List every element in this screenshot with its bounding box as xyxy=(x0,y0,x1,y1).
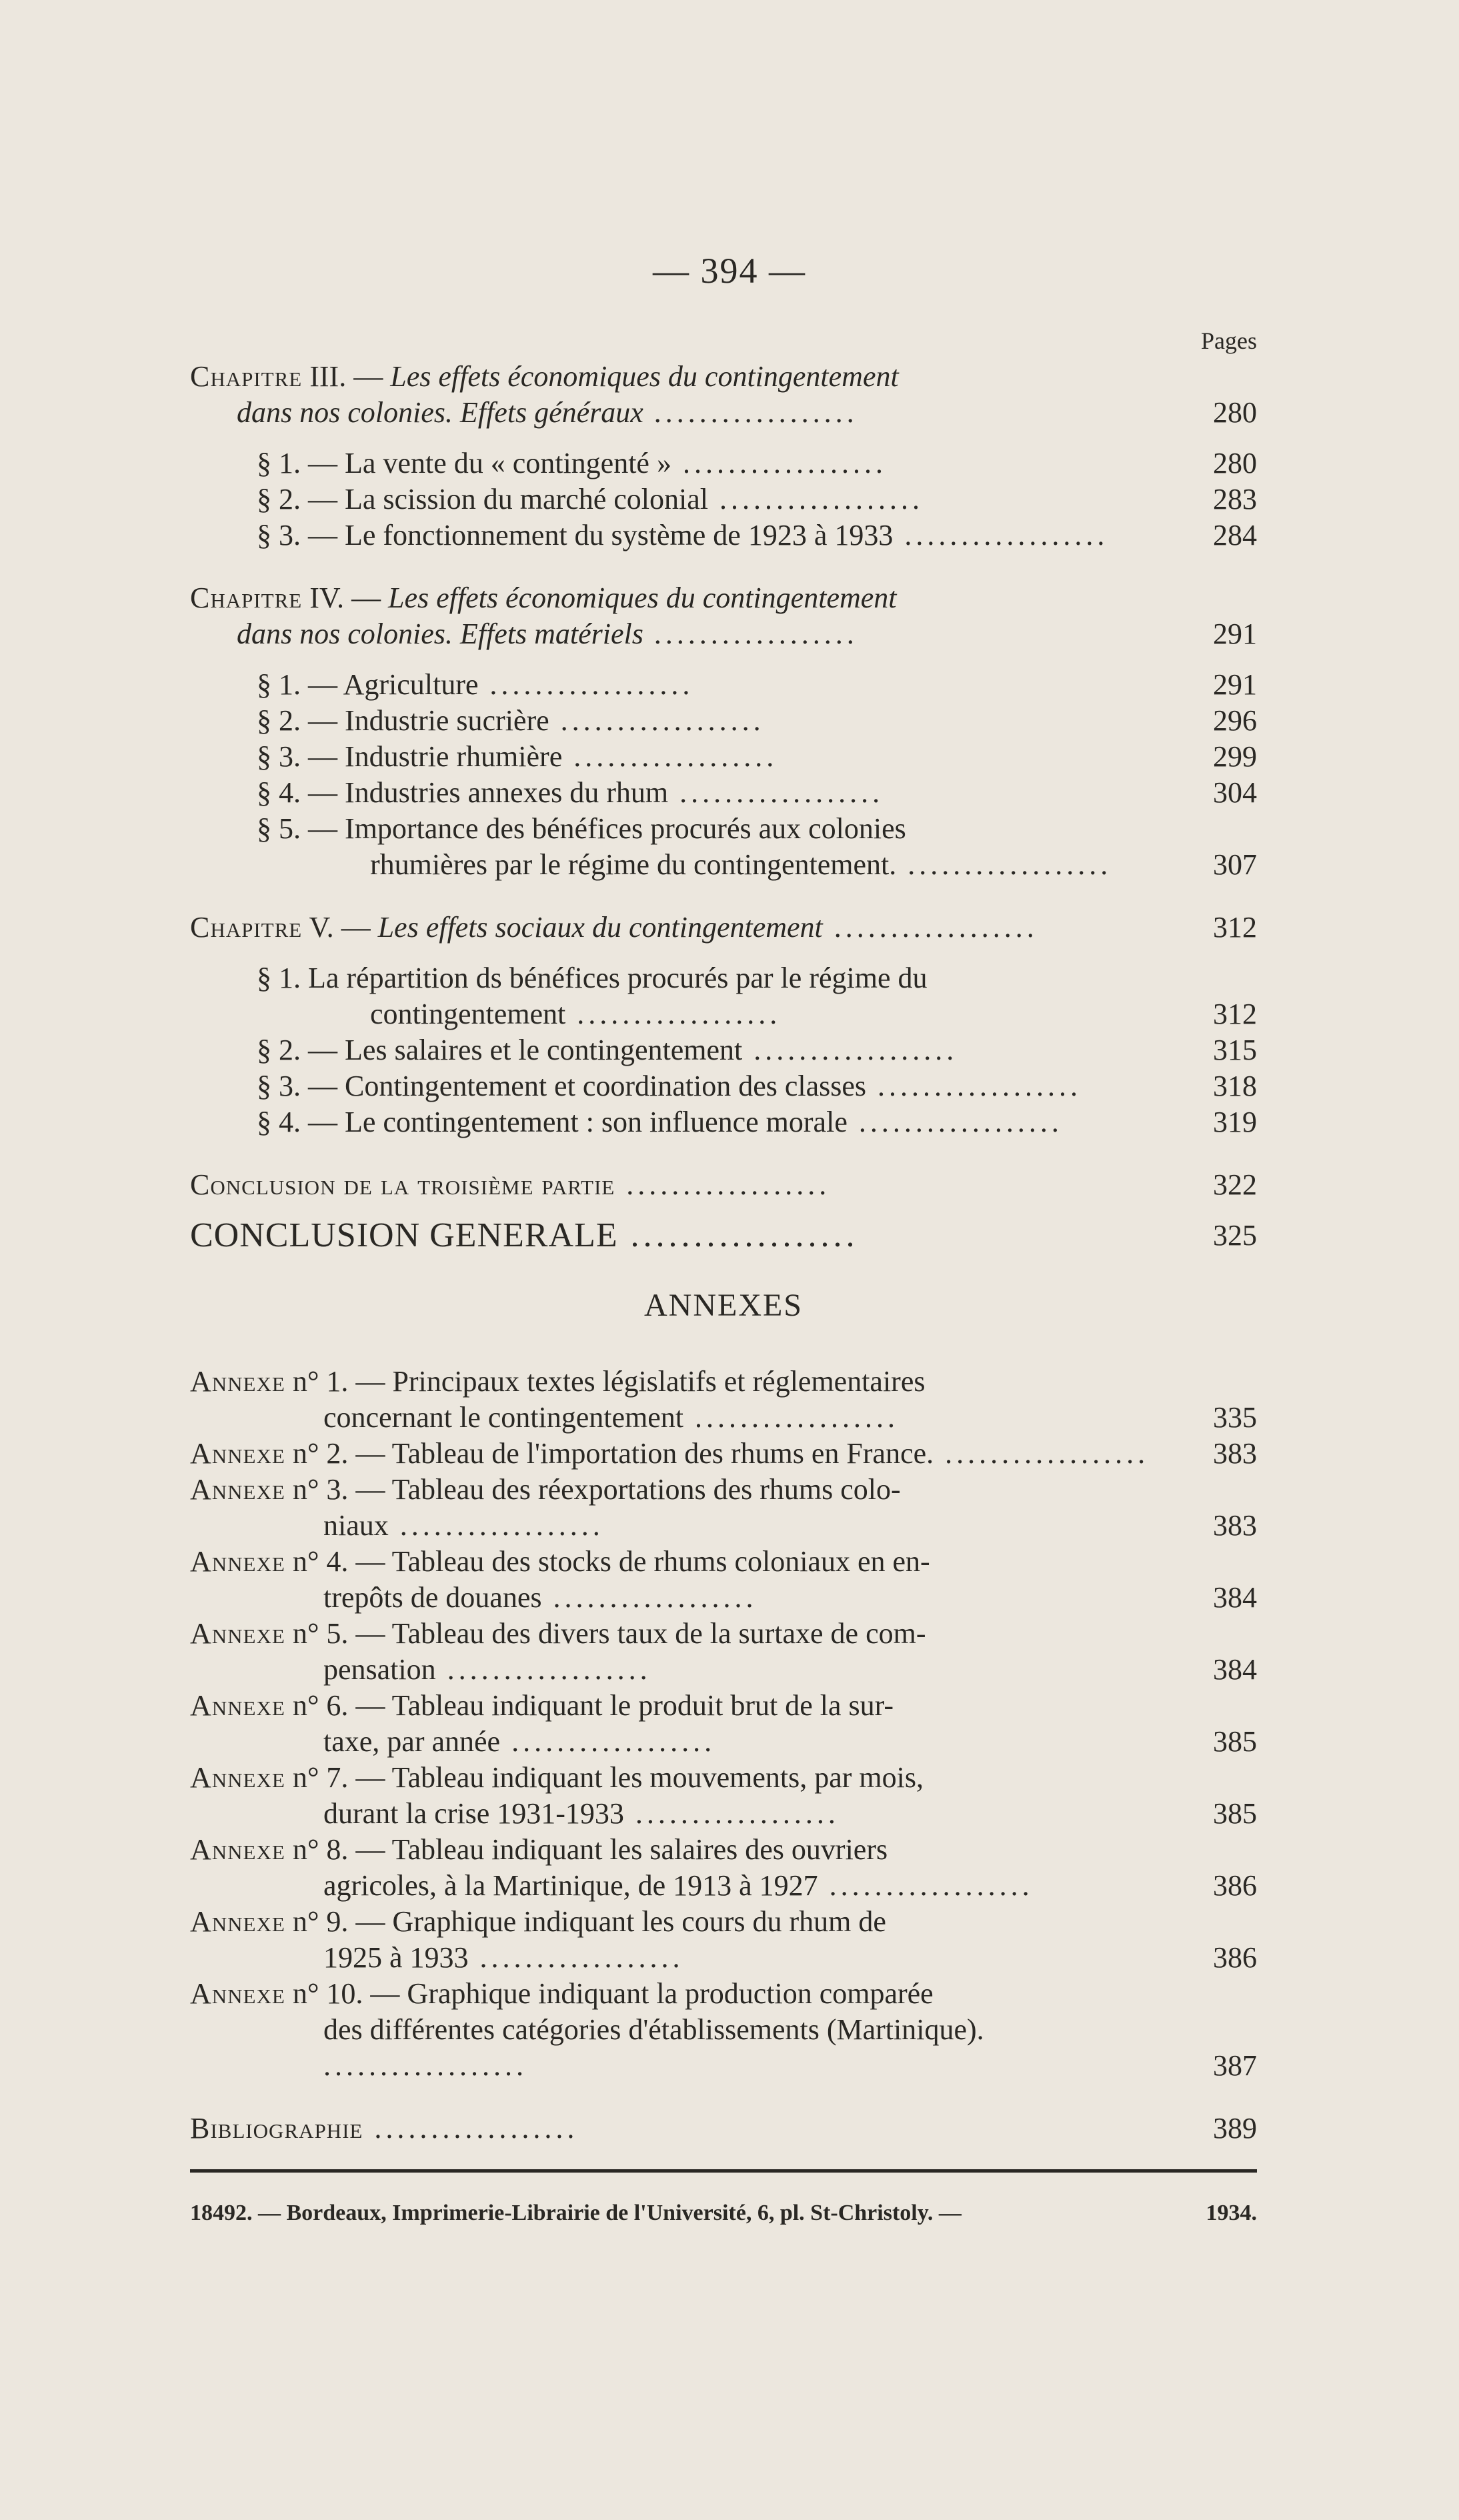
toc-entry-chapter-5 xyxy=(190,910,1257,946)
chapter-title: Les effets sociaux du contingentement xyxy=(377,911,823,944)
dot-leader: .................. xyxy=(847,1106,1063,1138)
section-number: § 5. — xyxy=(257,812,337,845)
dot-leader: .................. xyxy=(468,1941,684,1974)
annex-title-line2: concernant le contingentement .................. xyxy=(323,1401,899,1434)
section-title: Industries annexes du rhum xyxy=(345,776,669,809)
annex-title-line1: Tableau indiquant les mouvements, par mois, xyxy=(391,1761,924,1794)
toc-entry-section xyxy=(190,1068,1257,1104)
annex-title-line1: Graphique indiquant les cours du rhum de xyxy=(392,1905,886,1938)
annex-title-line2: pensation .................. xyxy=(323,1653,651,1686)
chapter-number: V. — xyxy=(309,911,371,944)
toc-entry-section xyxy=(190,960,1257,1032)
annex-title-line1: Tableau indiquant le produit brut de la sur- xyxy=(391,1689,894,1722)
page-number: — 394 — xyxy=(653,251,806,291)
page-ref: 312 xyxy=(1213,998,1257,1030)
section-title: La vente du « contingenté » xyxy=(345,447,671,479)
annex-number: n° 9. — xyxy=(292,1905,385,1938)
chapter-prefix: Chapitre xyxy=(190,911,303,944)
chapter-prefix: Chapitre xyxy=(190,581,303,614)
imprint-year: 1934. xyxy=(1206,2201,1257,2225)
conclusion-generale-title: CONCLUSION GENERALE .................. xyxy=(190,1216,859,1254)
toc-entry-section xyxy=(190,739,1257,775)
section-title: Les salaires et le contingentement xyxy=(345,1034,743,1066)
annex-label: Annexe xyxy=(190,1833,285,1866)
page-ref: 318 xyxy=(1213,1070,1257,1102)
toc-entry-annex xyxy=(190,1976,1257,2084)
toc-entry-section xyxy=(190,1104,1257,1140)
annex-label: Annexe xyxy=(190,1473,285,1506)
page-ref: 280 xyxy=(1213,396,1257,429)
dot-leader: .................. xyxy=(866,1070,1082,1102)
dot-leader: .................. xyxy=(363,2112,579,2145)
dot-leader: .................. xyxy=(893,519,1109,551)
page-ref: 315 xyxy=(1213,1034,1257,1066)
dot-leader: .................. xyxy=(549,704,765,737)
section-title-line2: rhumières par le régime du contingentement. .................. xyxy=(370,848,1112,881)
dot-leader: .................. xyxy=(896,848,1112,881)
toc-entry-annex xyxy=(190,1904,1257,1976)
dot-leader: .................. xyxy=(617,1216,859,1254)
toc-entry-annex xyxy=(190,1760,1257,1832)
annex-label: Annexe xyxy=(190,1437,285,1470)
section-number: § 1. — xyxy=(257,668,337,701)
annex-number: n° 10. — xyxy=(292,1977,400,2010)
annex-number: n° 2. — xyxy=(292,1437,385,1470)
dot-leader: .................. xyxy=(643,396,859,429)
dot-leader: .................. xyxy=(683,1401,899,1434)
dot-leader: .................. xyxy=(671,447,887,479)
dot-leader: .................. xyxy=(562,740,778,773)
annex-label: Annexe xyxy=(190,1905,285,1938)
toc-entry-conclusion-generale xyxy=(190,1218,1257,1254)
annex-number: n° 4. — xyxy=(292,1545,385,1578)
section-title-line1: Importance des bénéfices procurés aux colonies xyxy=(345,812,906,845)
page-ref: 322 xyxy=(1213,1168,1257,1201)
page-ref: 280 xyxy=(1213,447,1257,479)
page-ref: 296 xyxy=(1213,704,1257,737)
toc-entry-section xyxy=(190,703,1257,739)
section-number: § 1. xyxy=(257,962,301,994)
annex-title-line2: trepôts de douanes .................. xyxy=(323,1581,758,1614)
section-title-line2: contingentement .................. xyxy=(370,998,782,1030)
section-number: § 3. — xyxy=(257,1070,337,1102)
page-ref: 335 xyxy=(1213,1401,1257,1434)
toc-entry-annex xyxy=(190,1616,1257,1688)
annex-label: Annexe xyxy=(190,1365,285,1398)
page-ref: 283 xyxy=(1213,483,1257,515)
annex-title-line2: taxe, par année .................. xyxy=(323,1725,716,1758)
dot-leader: .................. xyxy=(565,998,782,1030)
toc-entry-section xyxy=(190,517,1257,553)
annex-title-line1: Graphique indiquant la production comparée xyxy=(407,1977,934,2010)
annex-title-line2: agricoles, à la Martinique, de 1913 à 1927 .................. xyxy=(323,1869,1034,1902)
annex-label: Annexe xyxy=(190,1977,285,2010)
bibliographie-title: Bibliographie .................. xyxy=(190,2112,579,2145)
dot-leader: .................. xyxy=(742,1034,958,1066)
section-number: § 3. — xyxy=(257,519,337,551)
annex-title-line1: Tableau de l'importation des rhums en France. xyxy=(391,1437,934,1470)
annex-label: Annexe xyxy=(190,1761,285,1794)
toc-entry-section xyxy=(190,775,1257,811)
page-ref: 299 xyxy=(1213,740,1257,773)
annex-number: n° 8. — xyxy=(292,1833,385,1866)
page-ref: 389 xyxy=(1213,2112,1257,2145)
page-ref: 312 xyxy=(1213,911,1257,944)
chapter-title-line2: dans nos colonies. Effets généraux .................. xyxy=(237,396,859,429)
printer-imprint xyxy=(190,2201,1257,2226)
imprint-text: 18492. — Bordeaux, Imprimerie-Librairie de l'Université, 6, pl. St-Christoly. — xyxy=(190,2201,962,2225)
annex-title-line1: Tableau des divers taux de la surtaxe de com- xyxy=(391,1617,926,1650)
section-number: § 4. — xyxy=(257,776,337,809)
chapter-title-line2: dans nos colonies. Effets matériels .................. xyxy=(237,617,859,650)
section-number: § 2. — xyxy=(257,1034,337,1066)
page-ref: 386 xyxy=(1213,1941,1257,1974)
dot-leader: .................. xyxy=(478,668,694,701)
page-ref: 284 xyxy=(1213,519,1257,551)
toc-entry-section xyxy=(190,667,1257,703)
section-number: § 3. — xyxy=(257,740,337,773)
section-title: Agriculture xyxy=(343,668,479,701)
section-title: Le fonctionnement du système de 1923 à 1933 xyxy=(345,519,894,551)
annex-title-line2: durant la crise 1931-1933 .................. xyxy=(323,1797,840,1830)
section-title-line1: La répartition ds bénéfices procurés par le régime du xyxy=(308,962,928,994)
chapter-number: IV. — xyxy=(309,581,381,614)
page-ref: 304 xyxy=(1213,776,1257,809)
page-ref: 383 xyxy=(1213,1437,1257,1470)
annex-number: n° 3. — xyxy=(292,1473,385,1506)
page-ref: 385 xyxy=(1213,1725,1257,1758)
toc-entry-section xyxy=(190,811,1257,883)
section-title: Contingentement et coordination des classes xyxy=(345,1070,867,1102)
dot-leader: .................. xyxy=(435,1653,651,1686)
toc-entry-annex xyxy=(190,1472,1257,1544)
dot-leader: .................. xyxy=(818,1869,1034,1902)
page-ref: 385 xyxy=(1213,1797,1257,1830)
toc-entry-section xyxy=(190,445,1257,481)
dot-leader: .................. xyxy=(615,1168,831,1201)
dot-leader: .................. xyxy=(623,1797,840,1830)
page-ref: 384 xyxy=(1213,1653,1257,1686)
page-ref: 386 xyxy=(1213,1869,1257,1902)
section-number: § 2. — xyxy=(257,483,337,515)
annex-title-line2: des différentes catégories d'établissements (Martinique). .................. xyxy=(323,2013,984,2082)
section-title: Industrie sucrière xyxy=(345,704,549,737)
dot-leader: .................. xyxy=(323,2049,527,2082)
toc-entry-chapter-4 xyxy=(190,580,1257,652)
page-ref: 319 xyxy=(1213,1106,1257,1138)
page-ref: 291 xyxy=(1213,668,1257,701)
section-number: § 4. — xyxy=(257,1106,337,1138)
toc-entry-section xyxy=(190,481,1257,517)
section-title: Le contingentement : son influence morale xyxy=(345,1106,848,1138)
section-number: § 1. — xyxy=(257,447,337,479)
annex-label: Annexe xyxy=(190,1545,285,1578)
page-ref: 291 xyxy=(1213,617,1257,650)
dot-leader: .................. xyxy=(500,1725,716,1758)
toc-entry-annex xyxy=(190,1364,1257,1436)
table-of-contents xyxy=(190,327,1257,2147)
toc-entry-conclusion-part xyxy=(190,1167,1257,1203)
chapter-title-line1: Les effets économiques du contingentement xyxy=(388,581,897,614)
dot-leader: .................. xyxy=(707,483,924,515)
chapter-title-line1: Les effets économiques du contingentement xyxy=(390,360,899,393)
page-ref: 307 xyxy=(1213,848,1257,881)
dot-leader: .................. xyxy=(934,1437,1150,1470)
toc-entry-annex xyxy=(190,1688,1257,1760)
section-title: Industrie rhumière xyxy=(345,740,563,773)
section-number: § 2. — xyxy=(257,704,337,737)
toc-entry-section xyxy=(190,1032,1257,1068)
dot-leader: .................. xyxy=(668,776,884,809)
annex-label: Annexe xyxy=(190,1617,285,1650)
toc-entry-chapter-3 xyxy=(190,359,1257,431)
annex-number: n° 1. — xyxy=(292,1365,385,1398)
section-title: La scission du marché colonial xyxy=(345,483,708,515)
page-ref: 384 xyxy=(1213,1581,1257,1614)
annex-number: n° 6. — xyxy=(292,1689,385,1722)
annex-title-line2: 1925 à 1933 .................. xyxy=(323,1941,684,1974)
page-ref: 325 xyxy=(1213,1219,1257,1252)
annexes-heading: ANNEXES xyxy=(644,1288,803,1323)
toc-entry-bibliographie xyxy=(190,2111,1257,2147)
annex-number: n° 5. — xyxy=(292,1617,385,1650)
dot-leader: .................. xyxy=(822,911,1038,944)
annex-label: Annexe xyxy=(190,1689,285,1722)
dot-leader: .................. xyxy=(388,1509,604,1542)
annex-title-line2: niaux .................. xyxy=(323,1509,604,1542)
page-ref: 383 xyxy=(1213,1509,1257,1542)
chapter-number: III. — xyxy=(309,360,383,393)
toc-entry-annex xyxy=(190,1544,1257,1616)
annex-number: n° 7. — xyxy=(292,1761,385,1794)
annex-title-line1: Tableau des stocks de rhums coloniaux en en- xyxy=(391,1545,930,1578)
annex-title-line1: Principaux textes législatifs et réglementaires xyxy=(392,1365,926,1398)
annex-title-line1: Tableau des réexportations des rhums colo- xyxy=(391,1473,901,1506)
toc-entry-annex xyxy=(190,1832,1257,1904)
dot-leader: .................. xyxy=(541,1581,758,1614)
footer-rule xyxy=(190,2169,1257,2173)
dot-leader: .................. xyxy=(643,617,859,650)
annex-title-line1: Tableau indiquant les salaires des ouvriers xyxy=(391,1833,888,1866)
page-ref: 387 xyxy=(1213,2049,1257,2082)
toc-entry-annex xyxy=(190,1436,1257,1472)
conclusion-part-title: Conclusion de la troisième partie .................. xyxy=(190,1168,831,1201)
chapter-prefix: Chapitre xyxy=(190,360,303,393)
pages-column-label: Pages xyxy=(1201,327,1257,354)
